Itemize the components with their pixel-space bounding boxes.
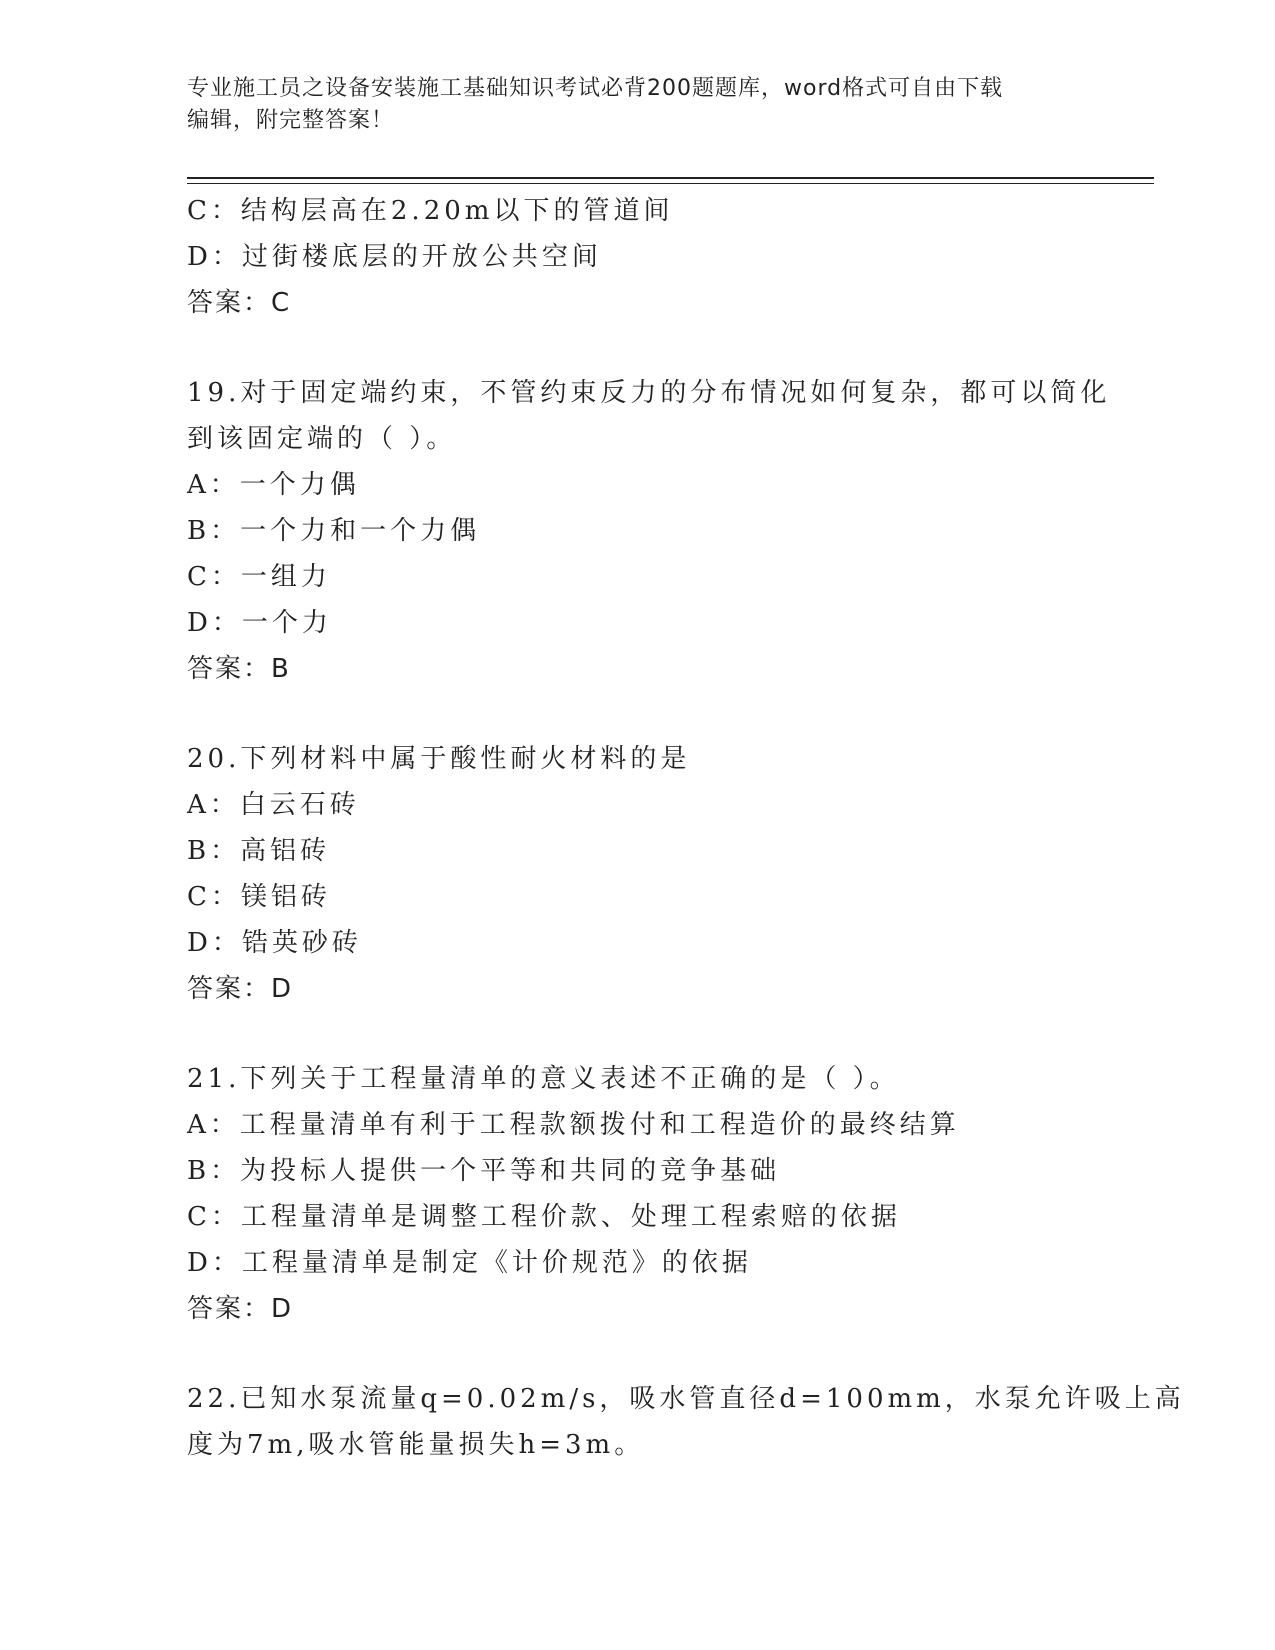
header-divider-thick [187,177,1154,179]
question-block-18 [187,188,1087,326]
header-line-2: 编辑，附完整答案！ [187,108,395,133]
question-block-19 [187,370,1111,692]
option-a: A：白云石砖 [187,790,360,820]
answer-line: 答案：B [187,654,291,684]
question-stem-continued: 度为7m,吸水管能量损失h=3m。 [187,1430,645,1460]
header-divider-thin [187,183,1154,184]
question-block-21 [187,1056,1087,1332]
answer-line: 答案：C [187,288,292,318]
question-stem: 20.下列材料中属于酸性耐火材料的是 [187,744,691,774]
answer-line: 答案：D [187,1294,294,1324]
question-block-20 [187,736,1087,1012]
question-block-22 [187,1376,1185,1468]
question-stem: 19.对于固定端约束，不管约束反力的分布情况如何复杂，都可以简化 [187,378,1111,408]
document-header [187,73,1087,137]
block-spacer [187,1332,1087,1376]
block-spacer [187,1012,1087,1056]
option-b: B：一个力和一个力偶 [187,516,481,546]
option-a: A：一个力偶 [187,470,360,500]
question-stem-continued: 到该固定端的（ ）。 [187,424,457,454]
option-b: B：为投标人提供一个平等和共同的竞争基础 [187,1156,781,1186]
question-stem: 21.下列关于工程量清单的意义表述不正确的是（ ）。 [187,1064,900,1094]
option-d: D：锆英砂砖 [187,928,362,958]
question-list [187,188,1185,1468]
block-spacer [187,692,1087,736]
question-stem: 22.已知水泵流量q=0.02m/s，吸水管直径d=100mm，水泵允许吸上高 [187,1384,1185,1414]
answer-line: 答案：D [187,974,294,1004]
option-d: D：工程量清单是制定《计价规范》的依据 [187,1248,752,1278]
option-d: D：一个力 [187,608,332,638]
option-c: C：工程量清单是调整工程价款、处理工程索赔的依据 [187,1202,901,1232]
option-a: A：工程量清单有利于工程款额拨付和工程造价的最终结算 [187,1110,960,1140]
header-line-1: 专业施工员之设备安装施工基础知识考试必背200题题库，word格式可自由下载 [187,76,1004,101]
option-c: C：一组力 [187,562,331,592]
option-b: B：高铝砖 [187,836,331,866]
option-c: C：镁铝砖 [187,882,331,912]
option-c: C：结构层高在2.20m以下的管道间 [187,196,674,226]
block-spacer [187,326,1087,370]
option-d: D：过街楼底层的开放公共空间 [187,242,602,272]
